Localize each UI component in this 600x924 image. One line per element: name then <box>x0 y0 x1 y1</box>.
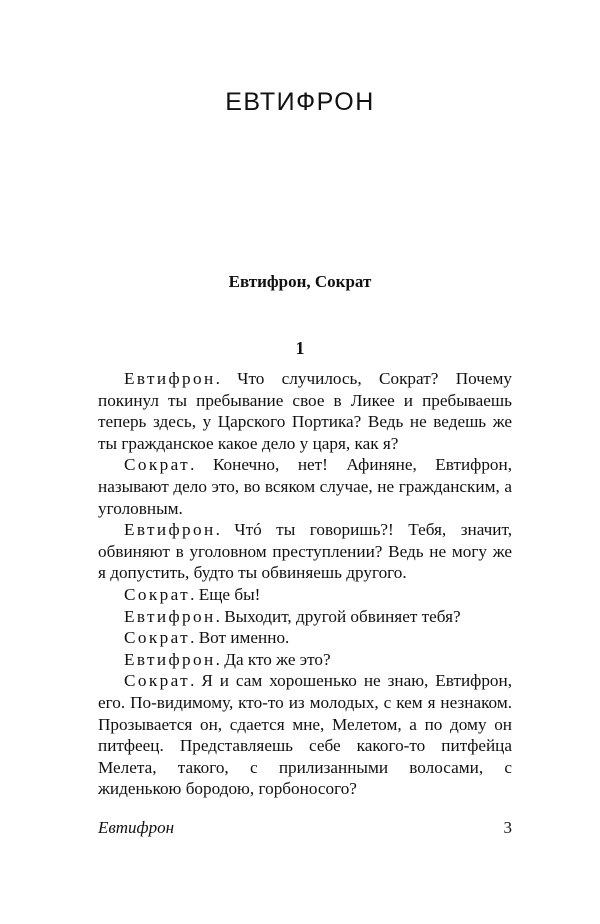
speech-text: Конечно, нет! Афиняне, Евтифрон, называют дело это, во всяком случае, не гражданским, а уголовным. <box>98 455 512 518</box>
dialogue-paragraph: Сократ. Я и сам хорошенько не знаю, Евтифрон, его. По-видимому, кто-то из молодых, с кем я незнаком. Прозывается он, сдается мне, Мелетом, а по дому он питфеец. Представляешь себе какого-то питфейца Мелета, такого, с прилизанными волосами, с жиденькою бородою, горбоносого? <box>98 671 513 799</box>
page-number: 3 <box>503 818 512 837</box>
dialogue-paragraph: Евтифрон. Выходит, другой обвиняет тебя? <box>124 606 461 626</box>
speech-text: Вот именно. <box>198 628 290 648</box>
dialogue-paragraph: Евтифрон. Чтó ты говоришь?! Тебя, значит, обвиняют в уголовном преступлении? Ведь не могу же я допустить, будто ты обвиняешь другого. <box>98 520 513 583</box>
dialogue-text <box>98 368 512 800</box>
speech-text: Еще бы! <box>198 584 261 604</box>
speaker-name: Евтифрон <box>124 606 216 626</box>
speech-text: Выходит, другой обвиняет тебя? <box>224 606 461 626</box>
dramatis-personae: Евтифрон, Сократ <box>228 272 372 291</box>
speech-text: Чтó ты говоришь?! Тебя, значит, обвиняют в уголовном преступлении? Ведь не могу же я допустить, будто ты обвиняешь другого. <box>98 520 513 583</box>
speaker-name: Евтифрон <box>124 369 216 388</box>
speech-text: Я и сам хорошенько не знаю, Евтифрон, его. По-видимому, кто-то из молодых, с кем я незнаком. Прозывается он, сдается мне, Мелетом, а по дому он питфеец. Представляешь себе какого-то питфейца Мелета, такого, с прилизанными волосами, с жиденькою бородою, горбоносого? <box>98 671 513 799</box>
speaker-name: Евтифрон <box>124 520 216 540</box>
speaker-name: Сократ <box>124 671 191 691</box>
dialogue-paragraph: Евтифрон. Что случилось, Сократ? Почему покинул ты пребывание свое в Ликее и пребываешь теперь здесь, у Царского Портика? Ведь не ведешь же ты гражданское какое дело у царя, как я? <box>98 369 513 453</box>
speaker-name: Сократ <box>124 628 191 648</box>
dialogue-paragraph: Сократ. Конечно, нет! Афиняне, Евтифрон, называют дело это, во всяком случае, не гражданским, а уголовным. <box>98 455 512 518</box>
page-footer <box>98 818 512 842</box>
speech-text: Что случилось, Сократ? Почему покинул ты пребывание свое в Ликее и пребываешь теперь здесь, у Царского Портика? Ведь не ведешь же ты гражданское какое дело у царя, как я? <box>98 369 513 453</box>
running-title: Евтифрон <box>98 818 175 837</box>
speaker-name: Сократ <box>124 584 191 604</box>
speaker-name: Сократ <box>124 455 191 475</box>
speech-text: Да кто же это? <box>224 649 331 669</box>
dialogue-paragraph: Евтифрон. Да кто же это? <box>124 649 331 669</box>
dialogue-paragraph: Сократ. Еще бы! <box>124 584 261 604</box>
section-number: 1 <box>295 338 305 358</box>
speaker-name: Евтифрон <box>124 649 216 669</box>
dialogue-paragraph: Сократ. Вот именно. <box>124 628 290 648</box>
book-title: ЕВТИФРОН <box>225 88 375 116</box>
